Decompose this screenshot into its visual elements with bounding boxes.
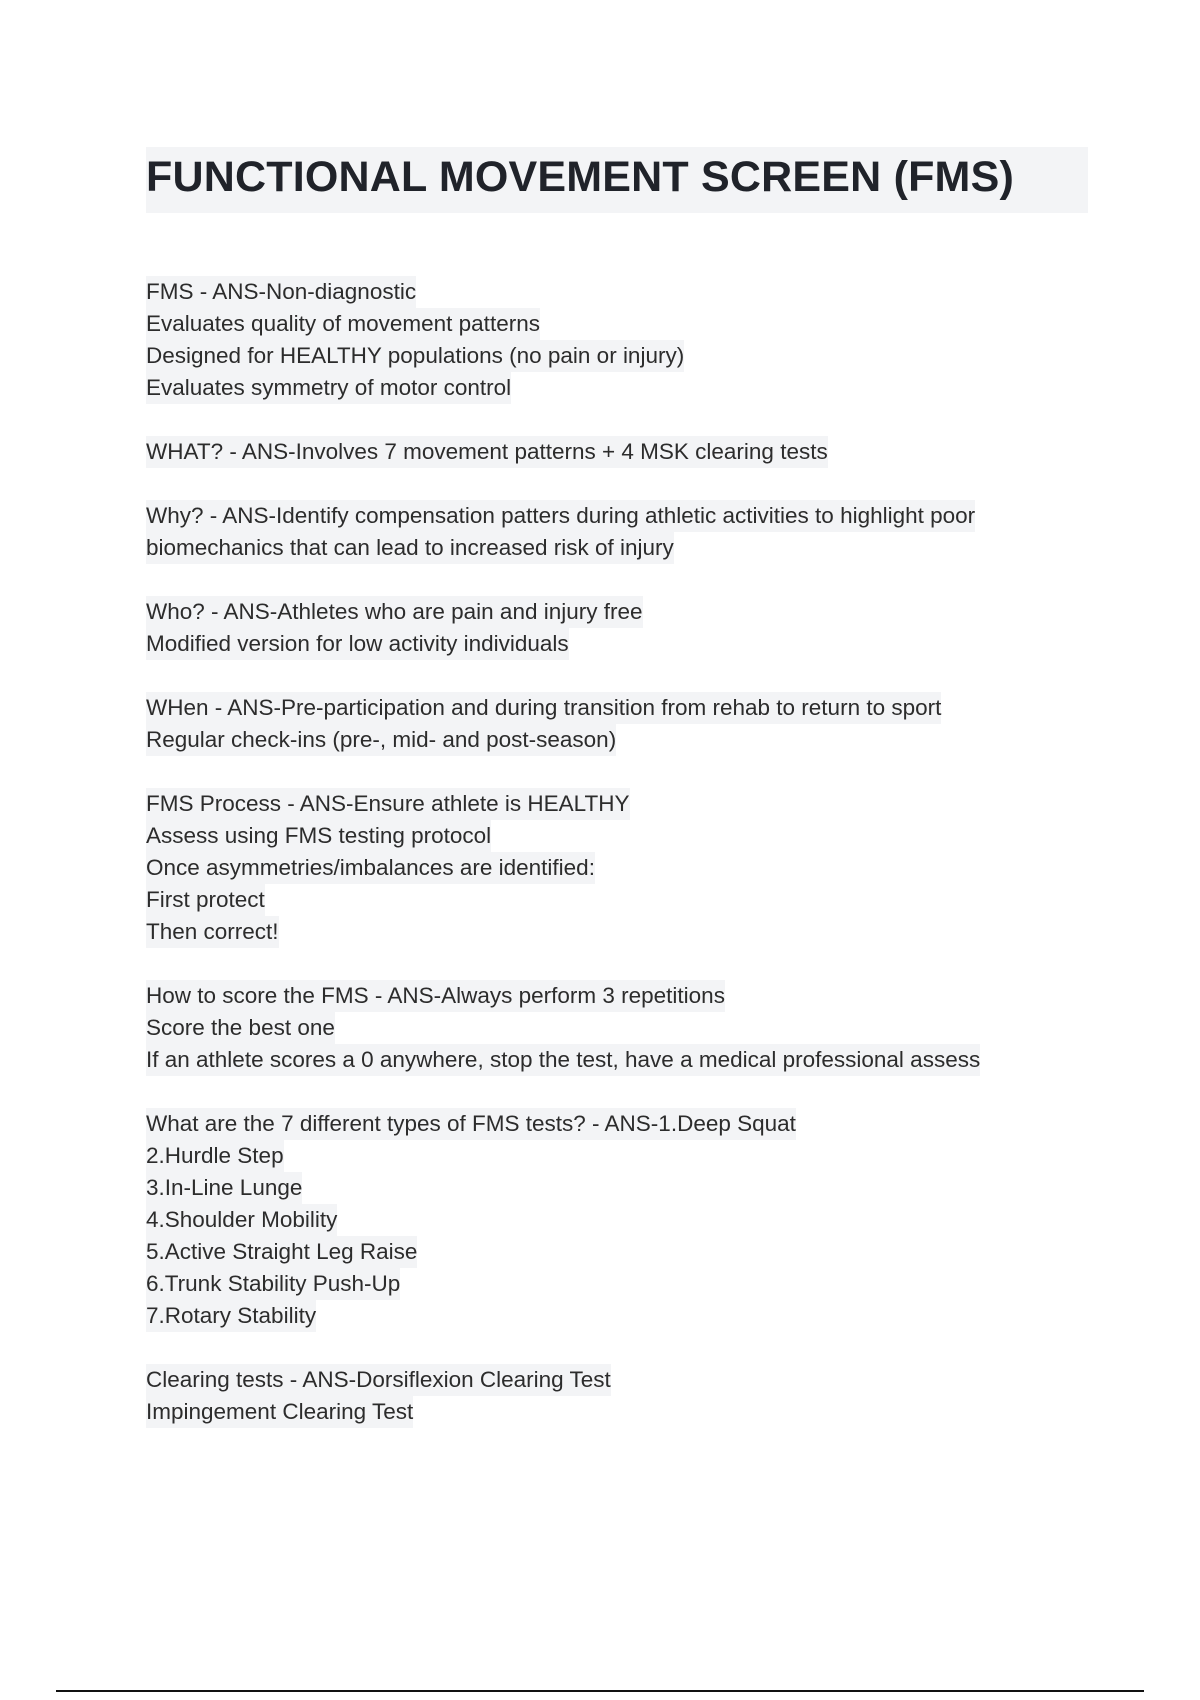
- flashcard-fms-overview: [146, 276, 1076, 404]
- flashcard-when: [146, 692, 1076, 756]
- flashcard-who: [146, 596, 1076, 660]
- flashcard-line: 6.Trunk Stability Push-Up: [146, 1268, 400, 1300]
- flashcard-line: Assess using FMS testing protocol: [146, 820, 491, 852]
- flashcard-line: Impingement Clearing Test: [146, 1396, 413, 1428]
- page-title: FUNCTIONAL MOVEMENT SCREEN (FMS): [146, 153, 1014, 201]
- flashcard-line: Designed for HEALTHY populations (no pain or injury): [146, 340, 684, 372]
- flashcard-line: What are the 7 different types of FMS tests? - ANS-1.Deep Squat: [146, 1108, 796, 1140]
- flashcard-clearing-tests: [146, 1364, 1076, 1428]
- flashcard-line: Modified version for low activity individuals: [146, 628, 569, 660]
- flashcard-line: How to score the FMS - ANS-Always perform 3 repetitions: [146, 980, 725, 1012]
- flashcard-line: Evaluates symmetry of motor control: [146, 372, 511, 404]
- flashcard-line: WHen - ANS-Pre-participation and during transition from rehab to return to sport: [146, 692, 941, 724]
- flashcard-line: FMS - ANS-Non-diagnostic: [146, 276, 416, 308]
- title-banner: [146, 147, 1088, 213]
- footer-divider: [56, 1690, 1144, 1692]
- flashcard-line: WHAT? - ANS-Involves 7 movement patterns + 4 MSK clearing tests: [146, 436, 828, 468]
- flashcard-line: 4.Shoulder Mobility: [146, 1204, 337, 1236]
- flashcard-line: Regular check-ins (pre-, mid- and post-season): [146, 724, 616, 756]
- flashcard-fms-process: [146, 788, 1076, 948]
- flashcard-line: If an athlete scores a 0 anywhere, stop the test, have a medical professional assess: [146, 1044, 980, 1076]
- flashcard-line: First protect: [146, 884, 265, 916]
- flashcard-line: Who? - ANS-Athletes who are pain and injury free: [146, 596, 643, 628]
- flashcard-line: Clearing tests - ANS-Dorsiflexion Clearing Test: [146, 1364, 611, 1396]
- flashcard-line: Score the best one: [146, 1012, 335, 1044]
- flashcard-line: 5.Active Straight Leg Raise: [146, 1236, 417, 1268]
- flashcard-line: 2.Hurdle Step: [146, 1140, 284, 1172]
- flashcard-line: FMS Process - ANS-Ensure athlete is HEALTHY: [146, 788, 630, 820]
- flashcard-line: biomechanics that can lead to increased risk of injury: [146, 532, 674, 564]
- flashcard-scoring: [146, 980, 1076, 1076]
- flashcard-why: [146, 500, 1076, 564]
- flashcard-line: 7.Rotary Stability: [146, 1300, 316, 1332]
- flashcard-line: Then correct!: [146, 916, 279, 948]
- flashcard-line: Why? - ANS-Identify compensation patters during athletic activities to highlight poor: [146, 500, 975, 532]
- flashcard-list: [146, 276, 1076, 1460]
- flashcard-line: Evaluates quality of movement patterns: [146, 308, 540, 340]
- flashcard-line: Once asymmetries/imbalances are identified:: [146, 852, 595, 884]
- flashcard-test-types: [146, 1108, 1076, 1332]
- flashcard-line: 3.In-Line Lunge: [146, 1172, 302, 1204]
- flashcard-what: [146, 436, 1076, 468]
